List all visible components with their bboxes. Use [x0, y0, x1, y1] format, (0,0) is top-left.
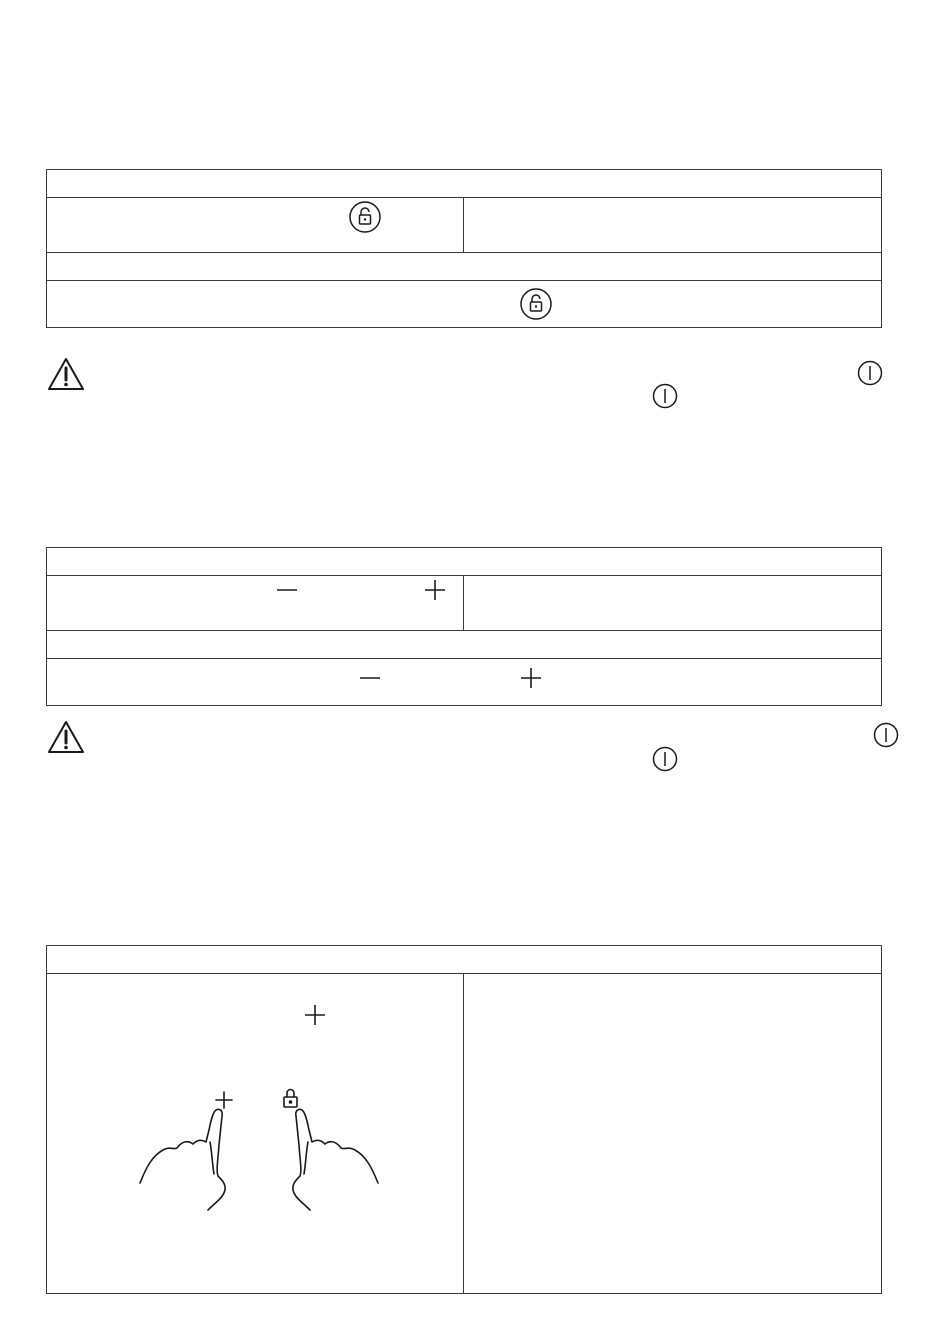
power-icon: [873, 722, 899, 748]
plus-icon: [424, 579, 446, 601]
minus-icon: [359, 667, 381, 689]
lock-icon: [349, 201, 381, 233]
minus-icon: [276, 579, 298, 601]
table-divider: [463, 197, 464, 252]
table-divider: [46, 197, 882, 198]
table-divider: [46, 575, 882, 576]
table-divider: [46, 280, 882, 281]
warning-icon: [47, 357, 85, 391]
lock-icon: [520, 288, 552, 320]
warning-icon: [47, 720, 85, 754]
power-icon: [652, 746, 678, 772]
table-divider: [46, 252, 882, 253]
power-icon: [652, 383, 678, 409]
plus-icon: [520, 667, 542, 689]
plus-icon: [304, 1004, 326, 1026]
lock-table: [46, 169, 882, 328]
table-divider: [463, 973, 464, 1294]
table-divider: [46, 973, 882, 974]
hands-illustration: [130, 1080, 390, 1215]
power-icon: [857, 360, 883, 386]
table-divider: [463, 575, 464, 630]
table-divider: [46, 658, 882, 659]
adjust-table: [46, 547, 882, 706]
table-divider: [46, 630, 882, 631]
